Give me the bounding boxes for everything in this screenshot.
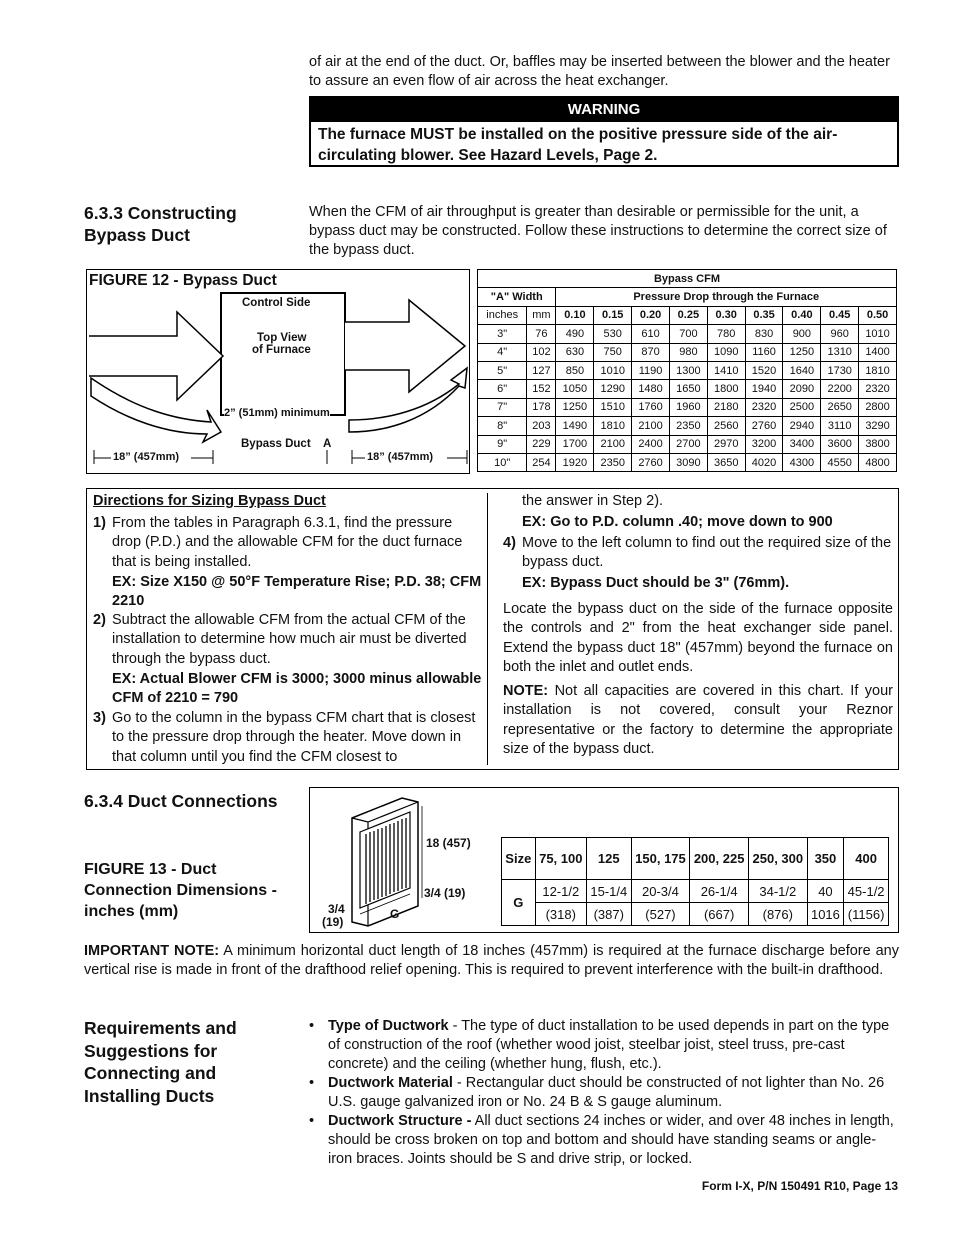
width-inches-cell: 6" <box>478 380 527 398</box>
minimum-label: 2” (51mm) minimum <box>224 407 330 419</box>
width-mm-cell: 152 <box>527 380 556 398</box>
cfm-value-cell: 1090 <box>707 343 745 361</box>
cfm-value-cell: 3400 <box>783 435 821 453</box>
right-dimension-label: 18” (457mm) <box>367 451 434 463</box>
dimension-18: 18 (457) <box>426 836 471 850</box>
step-4-number: 4) <box>503 535 516 551</box>
size-cell: 200, 225 <box>690 838 749 880</box>
g-inches-cell: 12-1/2 <box>535 880 586 903</box>
step-2-number: 2) <box>93 612 106 628</box>
cfm-value-cell: 960 <box>821 325 859 343</box>
pressure-header: 0.15 <box>594 306 632 324</box>
requirement-structure <box>309 1112 899 1169</box>
width-inches-cell: 4" <box>478 343 527 361</box>
cfm-value-cell: 3290 <box>859 417 897 435</box>
g-inches-cell: 15-1/4 <box>586 880 631 903</box>
cfm-value-cell: 1290 <box>594 380 632 398</box>
width-inches-cell: 9" <box>478 435 527 453</box>
cfm-value-cell: 900 <box>783 325 821 343</box>
width-mm-cell: 178 <box>527 398 556 416</box>
cfm-table-body <box>478 306 897 472</box>
cfm-value-cell: 1250 <box>783 343 821 361</box>
important-note <box>84 942 899 980</box>
cfm-value-cell: 700 <box>669 325 707 343</box>
requirement-material-text: - Rectangular duct should be constructed of not lighter than No. 26 U.S. gauge galvanized iron or No. 24 B & S gauge aluminum. <box>328 1075 885 1110</box>
cfm-value-cell: 1960 <box>669 398 707 416</box>
cfm-value-cell: 1920 <box>556 453 594 471</box>
cfm-value-cell: 3200 <box>745 435 783 453</box>
cfm-value-cell: 2180 <box>707 398 745 416</box>
size-cell: 150, 175 <box>631 838 690 880</box>
step-1-number: 1) <box>93 515 106 531</box>
step-2-text: Subtract the allowable CFM from the actual CFM of the installation to determine how much air must be diverted through the bypass duct. <box>112 612 467 667</box>
requirement-type-text: - The type of duct installation to be used depends in part on the type of construction of the roof (whether wood joist, steelbar joist, steel truss, pre-cast concrete) and the ceiling (whether hung, flush, etc.). <box>328 1018 890 1072</box>
cfm-row <box>478 325 897 343</box>
g-inches-cell: 20-3/4 <box>631 880 690 903</box>
cfm-value-cell: 4550 <box>821 453 859 471</box>
cfm-value-cell: 1300 <box>669 361 707 379</box>
warning-body: The furnace MUST be installed on the positive pressure side of the air-circulating blower. See Hazard Levels, Page 2. <box>318 126 838 164</box>
pressure-header: 0.50 <box>859 306 897 324</box>
g-dimension-label: G <box>390 907 400 921</box>
g-inches-cell: 45-1/2 <box>844 880 889 903</box>
cfm-value-cell: 1010 <box>859 325 897 343</box>
width-inches-cell: 3" <box>478 325 527 343</box>
width-inches-cell: 10" <box>478 453 527 471</box>
dimension-34-bottom: 3/4 <box>328 902 345 916</box>
cfm-value-cell: 2760 <box>745 417 783 435</box>
cfm-value-cell: 1480 <box>632 380 670 398</box>
cfm-value-cell: 850 <box>556 361 594 379</box>
intro-paragraph: of air at the end of the duct. Or, baffles may be inserted between the blower and the heater to assure an even flow of air across the heat exchanger. <box>309 54 890 89</box>
step-1-text: From the tables in Paragraph 6.3.1, find the pressure drop (P.D.) and the allowable CFM for the duct furnace that is being installed. <box>112 515 463 570</box>
cfm-value-cell: 2700 <box>669 435 707 453</box>
size-cell: 75, 100 <box>535 838 586 880</box>
cfm-value-cell: 1700 <box>556 435 594 453</box>
cfm-value-cell: 1640 <box>783 361 821 379</box>
cfm-value-cell: 2100 <box>632 417 670 435</box>
cfm-value-cell: 3800 <box>859 435 897 453</box>
step-3-number: 3) <box>93 710 106 726</box>
section-634-heading: 6.3.4 Duct Connections <box>84 791 278 811</box>
size-header: Size <box>502 838 536 880</box>
step-4-example: EX: Bypass Duct should be 3" (76mm). <box>522 575 790 591</box>
step-1-example: EX: Size X150 @ 50°F Temperature Rise; P.D. 38; CFM 2210 <box>112 574 482 610</box>
cfm-value-cell: 1650 <box>669 380 707 398</box>
cfm-value-cell: 3110 <box>821 417 859 435</box>
cfm-value-cell: 1160 <box>745 343 783 361</box>
cfm-row <box>478 380 897 398</box>
requirement-structure-text: All duct sections 24 inches or wider, and over 48 inches in length, should be cross broken on top and bottom and should have standing seams or angle-iron braces. Joints should be S and drive strip, or locked. <box>328 1113 894 1167</box>
cfm-row <box>478 398 897 416</box>
bullet-icon: • <box>309 1075 315 1091</box>
cfm-value-cell: 2650 <box>821 398 859 416</box>
unit-inches-header: inches <box>478 306 527 324</box>
warning-title: WARNING <box>311 98 897 122</box>
section-633-heading: 6.3.3 Constructing Bypass Duct <box>84 203 237 245</box>
width-mm-cell: 76 <box>527 325 556 343</box>
size-cell: 125 <box>586 838 631 880</box>
note-label: NOTE: <box>503 683 549 699</box>
control-side-label: Control Side <box>242 297 311 309</box>
unit-mm-header: mm <box>527 306 556 324</box>
pressure-header: 0.30 <box>707 306 745 324</box>
cfm-value-cell: 2200 <box>821 380 859 398</box>
width-mm-cell: 127 <box>527 361 556 379</box>
size-cell: 400 <box>844 838 889 880</box>
g-mm-cell: 1016 <box>807 903 844 926</box>
g-mm-cell: (1156) <box>844 903 889 926</box>
cfm-value-cell: 530 <box>594 325 632 343</box>
pressure-header: 0.25 <box>669 306 707 324</box>
directions-heading: Directions for Sizing Bypass Duct <box>93 493 326 509</box>
of-furnace-label: of Furnace <box>252 344 311 356</box>
g-mm-cell: (318) <box>535 903 586 926</box>
cfm-value-cell: 4800 <box>859 453 897 471</box>
left-dimension-label: 18” (457mm) <box>113 451 180 463</box>
cfm-value-cell: 1800 <box>707 380 745 398</box>
cfm-value-cell: 2800 <box>859 398 897 416</box>
important-label: IMPORTANT NOTE: <box>84 943 220 959</box>
size-cell: 350 <box>807 838 844 880</box>
width-inches-cell: 7" <box>478 398 527 416</box>
cfm-value-cell: 780 <box>707 325 745 343</box>
pressure-header: 0.40 <box>783 306 821 324</box>
directions-divider <box>487 493 488 765</box>
cfm-value-cell: 1310 <box>821 343 859 361</box>
width-mm-cell: 229 <box>527 435 556 453</box>
cfm-row <box>478 361 897 379</box>
cfm-value-cell: 1760 <box>632 398 670 416</box>
g-mm-cell: (527) <box>631 903 690 926</box>
cfm-value-cell: 2090 <box>783 380 821 398</box>
bullet-icon: • <box>309 1113 315 1129</box>
pressure-header: 0.45 <box>821 306 859 324</box>
figure-12 <box>86 269 470 474</box>
cfm-value-cell: 3090 <box>669 453 707 471</box>
cfm-value-cell: 610 <box>632 325 670 343</box>
cfm-value-cell: 1010 <box>594 361 632 379</box>
a-width-header: "A" Width <box>478 288 556 306</box>
requirements-list <box>309 1017 899 1169</box>
g-inches-cell: 34-1/2 <box>748 880 807 903</box>
cfm-value-cell: 4300 <box>783 453 821 471</box>
cfm-value-cell: 630 <box>556 343 594 361</box>
g-inches-cell: 26-1/4 <box>690 880 749 903</box>
note-text: Not all capacities are covered in this chart. If your installation is not covered, consult your Reznor representative or the factory to determine the appropriate size of the bypass duct. <box>503 683 894 758</box>
top-view-label: Top View <box>257 332 307 344</box>
figure-13 <box>309 787 899 933</box>
cfm-value-cell: 980 <box>669 343 707 361</box>
step-2-example: EX: Actual Blower CFM is 3000; 3000 minus allowable CFM of 2210 = 790 <box>112 671 482 707</box>
cfm-value-cell: 1520 <box>745 361 783 379</box>
width-mm-cell: 203 <box>527 417 556 435</box>
pressure-header: 0.20 <box>632 306 670 324</box>
bypass-cfm-table <box>477 269 897 472</box>
cfm-value-cell: 2940 <box>783 417 821 435</box>
figure-12-title: FIGURE 12 - Bypass Duct <box>89 272 277 289</box>
g-mm-cell: (667) <box>690 903 749 926</box>
cfm-value-cell: 490 <box>556 325 594 343</box>
page-footer: Form I-X, P/N 150491 R10, Page 13 <box>701 1179 898 1193</box>
duct-dimensions-table <box>501 837 889 926</box>
section-633-text: When the CFM of air throughput is greater than desirable or permissible for the unit, a bypass duct may be constructed. Follow these instructions to determine the correct size of the bypass duct. <box>309 204 887 258</box>
cfm-value-cell: 1810 <box>859 361 897 379</box>
pressure-header: 0.35 <box>745 306 783 324</box>
cfm-table-title: Bypass CFM <box>478 270 897 288</box>
cfm-value-cell: 1810 <box>594 417 632 435</box>
locate-paragraph: Locate the bypass duct on the side of the furnace opposite the controls and 2" from the heat exchanger side panel. Extend the bypass duct 18" (457mm) beyond the furnace on both the inlet and outlet ends. <box>503 601 893 676</box>
step-3-text: Go to the column in the bypass CFM chart that is closest to the pressure drop through the heater. Move down in that column until you find the CFM closest to <box>112 710 476 765</box>
cfm-value-cell: 870 <box>632 343 670 361</box>
cfm-value-cell: 2350 <box>594 453 632 471</box>
bypass-duct-label: Bypass Duct <box>241 438 311 450</box>
bullet-icon: • <box>309 1018 315 1034</box>
cfm-value-cell: 1510 <box>594 398 632 416</box>
width-mm-cell: 102 <box>527 343 556 361</box>
cfm-row <box>478 417 897 435</box>
cfm-value-cell: 1250 <box>556 398 594 416</box>
cfm-value-cell: 2320 <box>745 398 783 416</box>
cfm-value-cell: 1730 <box>821 361 859 379</box>
dimension-34: 3/4 (19) <box>424 886 466 900</box>
cfm-value-cell: 2560 <box>707 417 745 435</box>
cfm-row <box>478 343 897 361</box>
figure-13-title: FIGURE 13 - Duct Connection Dimensions - inches (mm) <box>84 861 277 920</box>
pressure-drop-header: Pressure Drop through the Furnace <box>556 288 897 306</box>
requirement-type <box>309 1017 899 1074</box>
cfm-value-cell: 3600 <box>821 435 859 453</box>
width-mm-cell: 254 <box>527 453 556 471</box>
cfm-value-cell: 1410 <box>707 361 745 379</box>
warning-box <box>309 96 899 167</box>
g-mm-cell: (387) <box>586 903 631 926</box>
cfm-value-cell: 1190 <box>632 361 670 379</box>
cfm-value-cell: 2400 <box>632 435 670 453</box>
dimension-19-bottom: (19) <box>322 915 344 929</box>
cfm-row <box>478 435 897 453</box>
width-inches-cell: 8" <box>478 417 527 435</box>
requirements-heading: Requirements and Suggestions for Connecting and Installing Ducts <box>84 1018 237 1106</box>
size-cell: 250, 300 <box>748 838 807 880</box>
cfm-value-cell: 830 <box>745 325 783 343</box>
width-inches-cell: 5" <box>478 361 527 379</box>
pressure-header: 0.10 <box>556 306 594 324</box>
requirement-material-label: Ductwork Material <box>328 1075 453 1091</box>
cfm-value-cell: 2100 <box>594 435 632 453</box>
cfm-value-cell: 2970 <box>707 435 745 453</box>
cfm-row <box>478 453 897 471</box>
cfm-value-cell: 2320 <box>859 380 897 398</box>
directions-box <box>86 488 899 770</box>
cfm-value-cell: 2350 <box>669 417 707 435</box>
step-3-example: EX: Go to P.D. column .40; move down to 900 <box>522 514 833 530</box>
cfm-value-cell: 1400 <box>859 343 897 361</box>
cfm-value-cell: 750 <box>594 343 632 361</box>
requirement-type-label: Type of Ductwork <box>328 1018 449 1034</box>
cfm-value-cell: 2500 <box>783 398 821 416</box>
step-4-text: Move to the left column to find out the required size of the bypass duct. <box>522 535 892 571</box>
cfm-value-cell: 2760 <box>632 453 670 471</box>
requirement-structure-label: Ductwork Structure - <box>328 1113 472 1129</box>
cfm-value-cell: 1050 <box>556 380 594 398</box>
a-label: A <box>323 438 332 450</box>
cfm-value-cell: 1940 <box>745 380 783 398</box>
cfm-value-cell: 4020 <box>745 453 783 471</box>
important-text: A minimum horizontal duct length of 18 inches (457mm) is required at the furnace discharge before any vertical rise is made in front of the drafthood relief opening. This is required to prevent interference with the built-in drafthood. <box>84 943 899 978</box>
g-mm-cell: (876) <box>748 903 807 926</box>
note-paragraph <box>503 682 893 760</box>
cfm-value-cell: 3650 <box>707 453 745 471</box>
g-row-label: G <box>502 880 536 926</box>
g-inches-cell: 40 <box>807 880 844 903</box>
cfm-value-cell: 1490 <box>556 417 594 435</box>
requirement-material <box>309 1074 899 1112</box>
step-3-continued: the answer in Step 2). <box>522 493 664 509</box>
